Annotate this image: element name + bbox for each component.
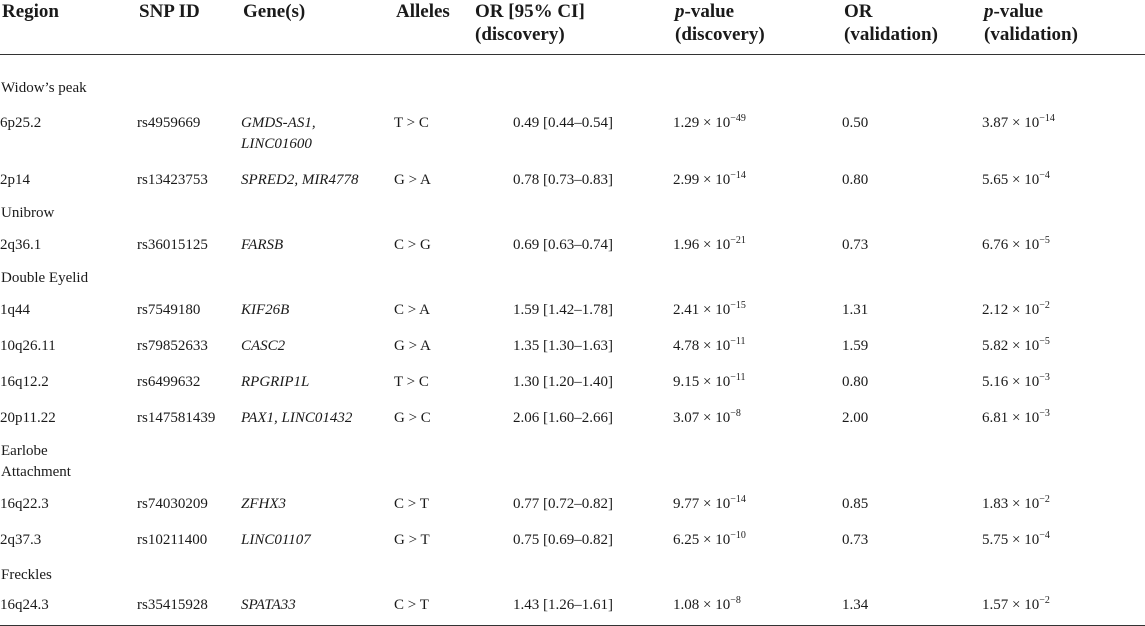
cell-or-validation: 1.34: [842, 597, 869, 613]
cell-gene: PAX1, LINC01432: [241, 410, 353, 426]
group-row-double-eyelid: [0, 265, 1145, 294]
cell-p-validation: $3.87 \times 10^{-14}$: [982, 113, 1055, 131]
cell-gene: FARSB: [241, 237, 284, 253]
cell-region: 2q37.3: [0, 532, 42, 548]
header-or-validation: OR (validation): [844, 1, 938, 45]
cell-p-discovery: $2.41 \times 10^{-15}$: [673, 300, 746, 318]
table-row: [0, 488, 1145, 524]
cell-p-validation: $5.75 \times 10^{-4}$: [982, 530, 1050, 548]
cell-gene: KIF26B: [241, 302, 290, 318]
cell-p-validation: $1.57 \times 10^{-2}$: [982, 595, 1050, 613]
cell-alleles: C > G: [394, 237, 431, 253]
cell-p-validation: $1.83 \times 10^{-2}$: [982, 494, 1050, 512]
cell-alleles: G > A: [394, 338, 431, 354]
cell-region: 6p25.2: [0, 115, 42, 131]
group-label: Earlobe Attachment: [1, 443, 71, 480]
cell-or-discovery: 0.69 [0.63–0.74]: [513, 237, 613, 253]
cell-region: 2p14: [0, 172, 30, 188]
cell-or-validation: 0.80: [842, 172, 869, 188]
cell-p-discovery: $2.99 \times 10^{-14}$: [673, 170, 746, 188]
header-p-discovery: p-value (discovery): [675, 1, 765, 45]
table-row: [0, 524, 1145, 560]
cell-p-validation: $6.76 \times 10^{-5}$: [982, 235, 1050, 253]
cell-snp: rs10211400: [137, 532, 208, 548]
cell-gene: ZFHX3: [241, 496, 286, 512]
cell-gene: SPATA33: [241, 597, 296, 613]
cell-p-discovery: $1.29 \times 10^{-49}$: [673, 113, 746, 131]
table-row: [0, 107, 1145, 164]
table-row: [0, 164, 1145, 200]
group-label: Double Eyelid: [1, 270, 89, 286]
table-row: [0, 330, 1145, 366]
cell-gene: SPRED2, MIR4778: [241, 172, 359, 188]
cell-p-validation: $6.81 \times 10^{-3}$: [982, 408, 1050, 426]
cell-alleles: C > A: [394, 302, 430, 318]
group-row-unibrow: [0, 200, 1145, 229]
cell-region: 16q12.2: [0, 374, 49, 390]
cell-p-validation: $5.16 \times 10^{-3}$: [982, 372, 1050, 390]
cell-p-discovery: $3.07 \times 10^{-8}$: [673, 408, 741, 426]
cell-alleles: G > C: [394, 410, 431, 426]
header-region: Region: [2, 1, 59, 22]
cell-or-discovery: 0.78 [0.73–0.83]: [513, 172, 613, 188]
cell-or-discovery: 1.35 [1.30–1.63]: [513, 338, 613, 354]
cell-or-validation: 0.73: [842, 532, 869, 548]
cell-or-discovery: 2.06 [1.60–2.66]: [513, 410, 613, 426]
table-row: [0, 589, 1145, 626]
cell-or-discovery: 0.75 [0.69–0.82]: [513, 532, 613, 548]
cell-alleles: T > C: [394, 374, 429, 390]
group-row-freckles: [0, 560, 1145, 589]
cell-alleles: T > C: [394, 115, 429, 131]
cell-snp: rs13423753: [137, 172, 208, 188]
cell-or-discovery: 1.30 [1.20–1.40]: [513, 374, 613, 390]
cell-or-validation: 0.50: [842, 115, 869, 131]
cell-region: 1q44: [0, 302, 30, 318]
cell-p-validation: $5.65 \times 10^{-4}$: [982, 170, 1050, 188]
cell-or-validation: 0.73: [842, 237, 869, 253]
cell-gene: CASC2: [241, 338, 286, 354]
cell-p-validation: $5.82 \times 10^{-5}$: [982, 336, 1050, 354]
cell-or-discovery: 0.49 [0.44–0.54]: [513, 115, 613, 131]
cell-or-discovery: 0.77 [0.72–0.82]: [513, 496, 613, 512]
cell-p-discovery: $1.96 \times 10^{-21}$: [673, 235, 746, 253]
cell-alleles: C > T: [394, 496, 429, 512]
cell-alleles: G > T: [394, 532, 430, 548]
cell-alleles: G > A: [394, 172, 431, 188]
cell-p-discovery: $6.25 \times 10^{-10}$: [673, 530, 746, 548]
cell-alleles: C > T: [394, 597, 429, 613]
cell-snp: rs36015125: [137, 237, 208, 253]
cell-p-discovery: $1.08 \times 10^{-8}$: [673, 595, 741, 613]
group-label: Unibrow: [1, 205, 55, 221]
cell-gene: GMDS-AS1, LINC01600: [241, 115, 316, 152]
cell-region: 16q24.3: [0, 597, 49, 613]
group-row-widows-peak: [0, 55, 1145, 108]
header-p-validation: p-value (validation): [984, 1, 1078, 45]
group-label: Freckles: [1, 567, 52, 583]
cell-region: 16q22.3: [0, 496, 49, 512]
cell-p-discovery: $4.78 \times 10^{-11}$: [673, 336, 746, 354]
header-alleles: Alleles: [396, 1, 450, 22]
table-row: [0, 294, 1145, 330]
cell-snp: rs4959669: [137, 115, 201, 131]
cell-p-discovery: $9.15 \times 10^{-11}$: [673, 372, 746, 390]
cell-p-validation: $2.12 \times 10^{-2}$: [982, 300, 1050, 318]
group-row-earlobe-attachment: [0, 438, 1145, 488]
cell-snp: rs7549180: [137, 302, 201, 318]
cell-or-validation: 1.31: [842, 302, 869, 318]
cell-or-validation: 2.00: [842, 410, 869, 426]
group-label: Widow’s peak: [1, 80, 87, 96]
header-row: [0, 0, 1145, 55]
cell-gene: RPGRIP1L: [241, 374, 310, 390]
header-genes: Gene(s): [243, 1, 306, 22]
table-row: [0, 366, 1145, 402]
header-or-discovery: OR [95% CI] (discovery): [475, 1, 585, 45]
cell-gene: LINC01107: [241, 532, 311, 548]
cell-or-validation: 1.59: [842, 338, 869, 354]
cell-snp: rs35415928: [137, 597, 208, 613]
cell-snp: rs74030209: [137, 496, 208, 512]
table-row: [0, 229, 1145, 265]
table-row: [0, 402, 1145, 438]
cell-or-validation: 0.85: [842, 496, 869, 512]
cell-p-discovery: $9.77 \times 10^{-14}$: [673, 494, 746, 512]
cell-region: 2q36.1: [0, 237, 42, 253]
cell-or-discovery: 1.43 [1.26–1.61]: [513, 597, 613, 613]
cell-snp: rs79852633: [137, 338, 208, 354]
cell-region: 10q26.11: [0, 338, 56, 354]
cell-snp: rs147581439: [137, 410, 216, 426]
cell-or-discovery: 1.59 [1.42–1.78]: [513, 302, 613, 318]
cell-region: 20p11.22: [0, 410, 56, 426]
cell-or-validation: 0.80: [842, 374, 869, 390]
header-snp-id: SNP ID: [139, 1, 200, 22]
cell-snp: rs6499632: [137, 374, 201, 390]
